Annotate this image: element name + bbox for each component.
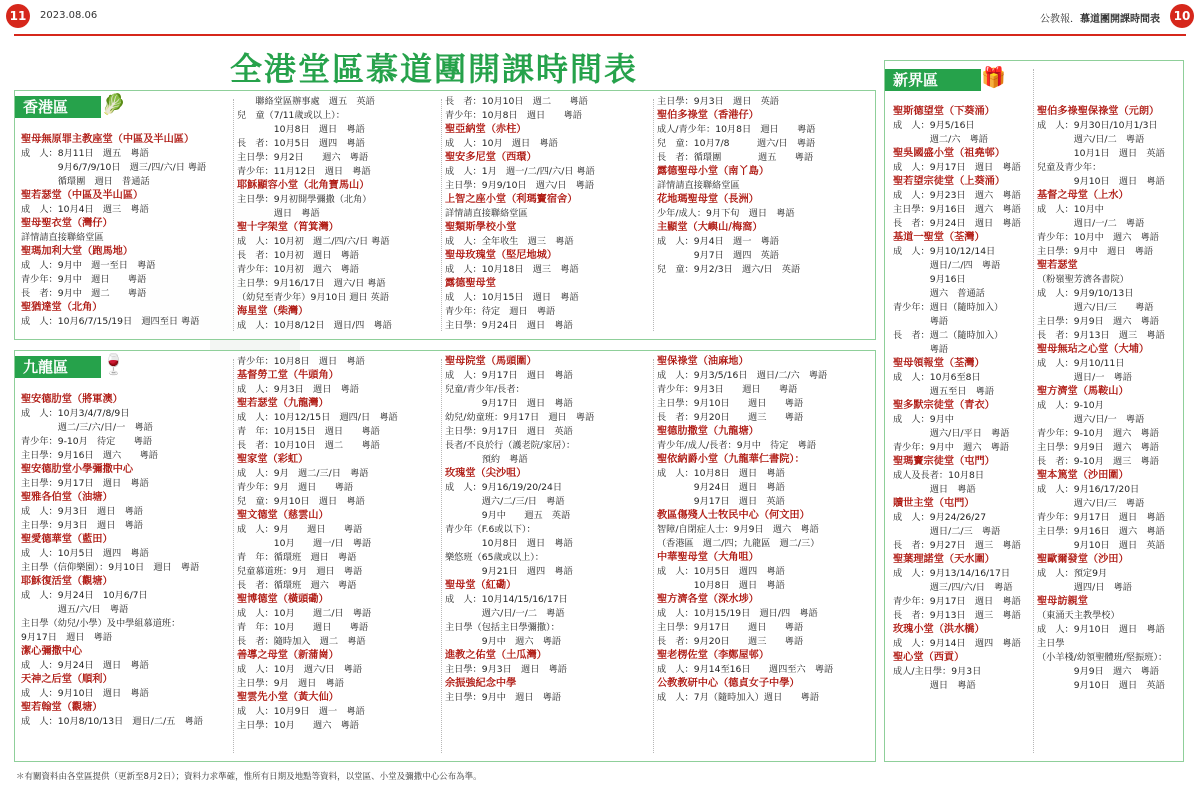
schedule-column (21, 119, 221, 329)
church-name: 基道一聖堂（荃灣） (893, 232, 985, 243)
schedule-line: 成 人：9月16/19/20/24日 (445, 482, 563, 493)
schedule-line: 長 者：10月10日 週二 粵語 (237, 440, 380, 451)
schedule-line (21, 379, 221, 393)
church-name: 聖雲先小堂（黃大仙） (237, 692, 339, 703)
schedule-line: 青少年：9月中 週六 粵語 (893, 442, 1010, 453)
schedule-line: 成 人：10月4日 週三 粵語 (21, 204, 149, 215)
schedule-line: 成 人：7月（隨時加入）週日 粵語 (657, 692, 820, 703)
schedule-line: 成 人：9月13/14/16/17日 (893, 568, 1011, 579)
schedule-line (21, 119, 221, 133)
schedule-line: 成 人：預定9月 (1037, 568, 1108, 579)
church-name: 聖博德堂（橫頭磡） (237, 594, 329, 605)
publication-name: 公教報． (1040, 14, 1080, 25)
schedule-line: 週日/二/四 粵語 (893, 260, 1001, 271)
schedule-line: 週二/六 粵語 (893, 134, 988, 145)
schedule-line: 週六/日/平日 粵語 (893, 428, 1010, 439)
page-number-right: 10 (1170, 4, 1194, 28)
schedule-line: 青少年：週日（隨時加入） (893, 302, 1004, 313)
schedule-line: 青少年：11月12日 週日 粵語 (237, 166, 371, 177)
schedule-line: 青少年：9-10月 週六 粵語 (1037, 428, 1159, 439)
church-name: 玫瑰堂（尖沙咀） (445, 468, 527, 479)
schedule-line: 智障/自閉症人士：9月9日 週六 粵語 (657, 524, 819, 535)
church-name: 聖方濟各堂（深水埗） (657, 594, 759, 605)
schedule-line: 青 年：10月 週日 粵語 (237, 622, 369, 633)
schedule-line: 兒童/青少年/長者： (445, 384, 525, 395)
schedule-column (1037, 105, 1179, 693)
church-name: 聖若瑟堂（九龍灣） (237, 398, 329, 409)
column-divider (441, 359, 442, 753)
schedule-line: 週日/一 粵語 (1037, 372, 1132, 383)
schedule-line: 循環團 週日 普通話 (21, 176, 150, 187)
column-divider (653, 99, 654, 331)
church-name: 露德聖母堂 (445, 278, 496, 289)
schedule-line: 成 人：9月10日 週日 粵語 (21, 688, 149, 699)
schedule-line: 主日學：9月16日 週六 粵語 (893, 204, 1021, 215)
schedule-line: 9月17日 週日 英語 (657, 496, 785, 507)
gift-icon: 🎁 (981, 65, 1006, 89)
schedule-line: 成 人：9月10/12/14日 (893, 246, 996, 257)
church-name: 聖斯德望堂（下葵涌） (893, 106, 995, 117)
schedule-line: 9月10日 週日 粵語 (1037, 176, 1165, 187)
schedule-line: 幼兒/幼童班：9月17日 週日 粵語 (445, 412, 595, 423)
schedule-line: 主日學：9月17日 週日 粵語 (657, 622, 804, 633)
schedule-line: 成 人：10月15日 週日 粵語 (445, 292, 579, 303)
schedule-line: 成 人：10月18日 週三 粵語 (445, 264, 579, 275)
schedule-line: 主日學：9月3日 週日 粵語 (445, 664, 567, 675)
schedule-line: 長 者：隨時加入 週二 粵語 (237, 636, 366, 647)
schedule-line: 成 人：9月 週二/三/日 粵語 (237, 468, 369, 479)
schedule-line: 長 者：週二（隨時加入） (893, 330, 1004, 341)
church-name: 聖葉理諾堂（天水圍） (893, 554, 995, 565)
schedule-line: （東涌天主教學校） (1037, 610, 1120, 621)
schedule-line: 少年/成人：9月下旬 週日 粵語 (657, 208, 795, 219)
church-name: 基督之母堂（上水） (1037, 190, 1129, 201)
church-name: 聖母聖衣堂（灣仔） (21, 218, 113, 229)
schedule-line: 長 者：9月27日 週三 粵語 (893, 540, 1021, 551)
church-name: 玫瑰小堂（洪水橋） (893, 624, 985, 635)
church-name: 聖若瑟堂（中區及半山區） (21, 190, 144, 201)
region-header-hk (15, 92, 126, 118)
schedule-line: 成 人：9月16/17/20日 (1037, 484, 1140, 495)
church-name: 聖歐爾發堂（沙田） (1037, 554, 1129, 565)
region-kowloon (14, 350, 876, 762)
church-name: 聖安多尼堂（西環） (445, 152, 537, 163)
schedule-line: 主日學：9月9日 週六 粵語 (1037, 316, 1159, 327)
column-divider (233, 99, 234, 331)
schedule-column (657, 355, 871, 705)
schedule-line: （幼兒至青少年）9月10日 週日 英語 (237, 292, 390, 303)
schedule-line: 長 者：9-10月 週三 粵語 (1037, 456, 1159, 467)
schedule-line: 成 人：10月6至8日 (893, 372, 981, 383)
region-title: 香港區 (23, 98, 69, 116)
schedule-line: 週日/二/三 粵語 (893, 526, 1001, 537)
schedule-line: 成 人：9月3/5/16日 週日/二/六 粵語 (657, 370, 828, 381)
schedule-line: 主日學：9月2日 週六 粵語 (237, 152, 369, 163)
schedule-line: 成 人：9月17日 週日 粵語 (445, 370, 573, 381)
schedule-line: 青少年：10月初 週六 粵語 (237, 264, 359, 275)
schedule-line: 成 人：10月5日 週四 粵語 (657, 566, 785, 577)
schedule-line: 10月1日 週日 英語 (1037, 148, 1165, 159)
schedule-line: 週五至日 粵語 (893, 386, 995, 397)
footnote: ＊有關資料由各堂區提供（更新至8月2日）；資料力求準確，惟所有日期及地點等資料，以堂區、小堂及彌撒中心公布為準。 (16, 772, 482, 782)
church-name: 上智之座小堂（利瑪竇宿舍） (445, 194, 578, 205)
church-name: 聖愛德華堂（藍田） (21, 534, 113, 545)
schedule-line: 成 人：10月 週日 粵語 (445, 138, 558, 149)
schedule-line: 週四/日 粵語 (1037, 582, 1132, 593)
column-divider (1033, 69, 1034, 753)
schedule-line: 週六/日/二 粵語 (1037, 134, 1145, 145)
schedule-line: 10月8日 週日 粵語 (657, 580, 785, 591)
church-name: 耶穌顯容小堂（北角寶馬山） (237, 180, 370, 191)
schedule-line: 成 人：9月24日 10月6/7日 (21, 590, 148, 601)
church-name: 聖保祿堂（油麻地） (657, 356, 749, 367)
church-name: 花地瑪聖母堂（長洲） (657, 194, 759, 205)
schedule-line: 成 人：9月14日 週四 粵語 (893, 638, 1021, 649)
schedule-line: 成 人：9月9/10/13日 (1037, 288, 1134, 299)
region-new-territories (884, 60, 1184, 762)
schedule-line: 成 人：9月4日 週一 粵語 (657, 236, 779, 247)
church-name: 聖心堂（西貢） (893, 652, 965, 663)
schedule-line: 成 人：9月 週日 粵語 (237, 524, 363, 535)
church-name: 聖若翰堂（觀塘） (21, 702, 103, 713)
schedule-line: 成 人：10月12/15日 週四/日 粵語 (237, 412, 398, 423)
schedule-line: 主日學：9月初開學彌撒（北角） (237, 194, 372, 205)
schedule-line: 長 者：9月13日 週三 粵語 (893, 610, 1021, 621)
schedule-line: 青少年：9月 週日 粵語 (237, 482, 354, 493)
church-name: 善導之母堂（新蒲崗） (237, 650, 339, 661)
schedule-line: 青 年：10月15日 週日 粵語 (237, 426, 380, 437)
region-hong-kong (14, 90, 876, 340)
schedule-line: 青 年：循環班 週日 粵語 (237, 552, 357, 563)
schedule-line: 主日學：9月17日 週日 粵語 (21, 478, 149, 489)
schedule-line: 長 者：9月中 週二 粵語 (21, 288, 147, 299)
church-name: 聖若望宗徒堂（上葵涌） (893, 176, 1006, 187)
schedule-line: 成 人：10月中 (1037, 204, 1104, 215)
schedule-line: 主日學：9月3日 週日 粵語 (21, 520, 143, 531)
schedule-line: 青少年：9月3日 週日 粵語 (657, 384, 798, 395)
page-title: 全港堂區慕道團開課時間表 (230, 50, 639, 88)
schedule-line: 成 人：9月5/16日 (893, 120, 975, 131)
schedule-line: 主日學（信仰樂園）：9月10日 週日 粵語 (21, 562, 200, 573)
schedule-line: 成 人：9月14至16日 週四至六 粵語 (657, 664, 834, 675)
schedule-line: 長 者：9月24日 週日 粵語 (893, 218, 1021, 229)
schedule-line: 週日/一/二 粵語 (1037, 218, 1145, 229)
schedule-line: 青少年/成人/長者：9月中 待定 粵語 (657, 440, 817, 451)
schedule-line: 10月8日 週日 粵語 (237, 124, 365, 135)
church-name: 聖老楞佐堂（李鄭屋邨） (657, 650, 770, 661)
schedule-line: 成 人：10月 週二/日 粵語 (237, 608, 372, 619)
schedule-line: 成人/主日學：9月3日 (893, 666, 982, 677)
schedule-line: 9月6/7/9/10日 週三/四/六/日 粵語 (21, 162, 207, 173)
church-name: 聖雅各伯堂（油塘） (21, 492, 113, 503)
schedule-line: 9月9日 週六 粵語 (1037, 666, 1159, 677)
schedule-line: 成 人：9月10日 週日 粵語 (1037, 624, 1165, 635)
church-name: 聖家堂（彩虹） (237, 454, 309, 465)
schedule-line: 成 人：8月11日 週五 粵語 (21, 148, 149, 159)
schedule-line: 青少年：10月8日 週日 粵語 (445, 110, 582, 121)
church-name: 中華聖母堂（大角咀） (657, 552, 759, 563)
church-name: 海星堂（柴灣） (237, 306, 309, 317)
schedule-line: 主日學：9月16日 週六 粵語 (1037, 526, 1165, 537)
region-header-nt (885, 65, 1006, 91)
church-name: 余振強紀念中學 (445, 678, 517, 689)
schedule-line: 成 人：10月5日 週四 粵語 (21, 548, 149, 559)
schedule-line: 週二/三/六/日/一 粵語 (21, 422, 153, 433)
schedule-column (445, 355, 651, 705)
church-name: 聖母領報堂（荃灣） (893, 358, 985, 369)
schedule-line: 粵語 (893, 344, 949, 355)
schedule-line: 週六/日/一/二 粵語 (445, 608, 565, 619)
schedule-line: 成 人：9月24/26/27 (893, 512, 987, 523)
schedule-line: 主日學：9月17日 週日 英語 (445, 426, 573, 437)
church-name: 聖本篤堂（沙田圍） (1037, 470, 1129, 481)
church-name: 聖母堂（紅磡） (445, 580, 517, 591)
schedule-line: 預約 粵語 (445, 454, 528, 465)
schedule-line: 主日學：9月 週日 粵語 (237, 678, 344, 689)
church-name: 天神之后堂（順利） (21, 674, 113, 685)
schedule-line: 主日學：9月中 週日 粵語 (445, 692, 562, 703)
schedule-line: 長 者：9月20日 週三 粵語 (657, 412, 804, 423)
schedule-line: 成人及長者：10月8日 (893, 470, 985, 481)
schedule-line: 9月中 週五 英語 (445, 510, 571, 521)
church-name: 贖世主堂（屯門） (893, 498, 975, 509)
schedule-line: 青少年（F.6或以下）： (445, 524, 536, 535)
section-name: 慕道團開課時間表 (1080, 14, 1160, 25)
region-title: 九龍區 (23, 358, 69, 376)
schedule-line: 成 人：10月6/7/15/19日 週四至日 粵語 (21, 316, 200, 327)
schedule-line: 主日學：9月24日 週日 粵語 (445, 320, 573, 331)
schedule-line: 長 者：10月初 週日 粵語 (237, 250, 359, 261)
church-name: 聖多默宗徒堂（青衣） (893, 400, 995, 411)
header-divider (14, 34, 1186, 36)
schedule-line: 聯絡堂區辦事處 週五 英語 (237, 96, 375, 107)
church-name: 聖伯多祿堂（香港仔） (657, 110, 759, 121)
schedule-line: 週六/日/三 粵語 (1037, 498, 1145, 509)
church-name: 聖安德肋堂小學彌撒中心 (21, 464, 134, 475)
church-name: 聖猶達堂（北角） (21, 302, 103, 313)
schedule-line: 青少年：10月中 週六 粵語 (1037, 232, 1159, 243)
schedule-line: 成 人：10月8/12日 週日/四 粵語 (237, 320, 392, 331)
schedule-line: 9月21日 週四 粵語 (445, 566, 573, 577)
schedule-line: 成 人：9月23日 週六 粵語 (893, 190, 1021, 201)
schedule-column (237, 95, 443, 333)
schedule-column (657, 95, 871, 277)
schedule-line: 長 者：10月10日 週二 粵語 (445, 96, 588, 107)
schedule-line: 週六/日/一 粵語 (1037, 414, 1145, 425)
church-name: 潔心彌撒中心 (21, 646, 83, 657)
schedule-line: 兒 童：9月10日 週日 粵語 (237, 496, 365, 507)
schedule-line: 主日學：9月10日 週日 粵語 (657, 398, 804, 409)
church-name: 耶穌復活堂（觀塘） (21, 576, 113, 587)
schedule-line: 青少年：9月中 週日 粵語 (21, 274, 147, 285)
schedule-line: 樂悠班（65歲或以上）： (445, 552, 544, 563)
schedule-line: 成 人：9月中 週一至日 粵語 (21, 260, 156, 271)
schedule-line: 成 人：10月初 週二/四/六/日 粵語 (237, 236, 390, 247)
schedule-column (445, 95, 651, 333)
schedule-line: （小羊棧/幼領聖體班/堅振班）： (1037, 652, 1168, 663)
schedule-line: 成 人：9月3日 週日 粵語 (237, 384, 359, 395)
schedule-line: 9月10日 週日 英語 (1037, 540, 1165, 551)
schedule-line: 成 人：10月 週六/日 粵語 (237, 664, 363, 675)
schedule-line: 主日學：9月16日 週六 粵語 (21, 450, 158, 461)
schedule-line: 兒 童：9月2/3日 週六/日 英語 (657, 264, 801, 275)
church-name: 聖瑪竇宗徒堂（屯門） (893, 456, 995, 467)
schedule-line: 長 者：10月5日 週四 粵語 (237, 138, 365, 149)
church-name: 聖吳國盛小堂（祖堯邨） (893, 148, 1006, 159)
column-divider (233, 359, 234, 753)
church-name: 聖若瑟堂 (1037, 260, 1078, 271)
schedule-line: 成 人：9月中 (893, 414, 954, 425)
schedule-line: 成人/青少年：10月8日 週日 粵語 (657, 124, 816, 135)
church-name: 主顯堂（大嶼山/梅窩） (657, 222, 763, 233)
schedule-line: 成 人：9-10月 (1037, 400, 1104, 411)
schedule-line: 主日學：9月9/10日 週六/日 粵語 (445, 180, 595, 191)
schedule-line: 10月8日 週日 粵語 (445, 538, 573, 549)
church-name: 聖亞納堂（赤柱） (445, 124, 527, 135)
schedule-line: 週六 普通話 (893, 288, 985, 299)
schedule-line: 9月中 週六 粵語 (445, 636, 562, 647)
schedule-line: 週三/四/六/日 粵語 (893, 582, 1013, 593)
schedule-column (237, 355, 443, 733)
schedule-line: 長者/不良於行（護老院/家居）： (445, 440, 576, 451)
schedule-line: 主日學：10月 週六 粵語 (237, 720, 359, 731)
schedule-line: 主日學：9月16/17日 週六/日 粵語 (237, 278, 386, 289)
schedule-line: 成 人：10月15/19日 週日/四 粵語 (657, 608, 818, 619)
schedule-line: 粵語 (893, 316, 949, 327)
issue-date: 2023.08.06 (40, 10, 98, 21)
church-name: 聖安德肋堂（將軍澳） (21, 394, 123, 405)
church-name: 聖文德堂（慈雲山） (237, 510, 329, 521)
schedule-line: 青少年：待定 週日 粵語 (445, 306, 556, 317)
schedule-line: 9月17日 週日 粵語 (21, 632, 113, 643)
schedule-line: （香港區 週二/四；九龍區 週二/三） (657, 538, 820, 549)
schedule-line: 9月16日 (893, 274, 966, 285)
schedule-line: 9月17日 週日 粵語 (445, 398, 573, 409)
church-name: 聖十字架堂（筲箕灣） (237, 222, 339, 233)
church-name: 聖依納爵小堂（九龍華仁書院）： (657, 454, 805, 465)
church-name: 進教之佑堂（土瓜灣） (445, 650, 547, 661)
schedule-column (21, 379, 221, 729)
church-name: 聖伯多祿聖保祿堂（元朗） (1037, 106, 1160, 117)
schedule-line: 週日 粵語 (893, 680, 976, 691)
church-name: 聖類斯學校小堂 (445, 222, 517, 233)
schedule-line: 成 人：9月3日 週日 粵語 (21, 506, 143, 517)
schedule-line: 成 人：10月9日 週一 粵語 (237, 706, 365, 717)
schedule-line: 主日學（幼兒/小學）及中學組慕道班： (21, 618, 181, 629)
page-number-left: 11 (6, 4, 30, 28)
schedule-line: 兒 童（7/11歲或以上）： (237, 110, 345, 121)
schedule-line: 成 人：9月17日 週日 粵語 (893, 162, 1021, 173)
church-name: 公教教研中心（德貞女子中學） (657, 678, 800, 689)
church-name: 基督勞工堂（牛頭角） (237, 370, 339, 381)
schedule-line: 詳情請直接聯絡堂區 (21, 232, 104, 243)
column-divider (653, 359, 654, 753)
region-header-kl (15, 352, 126, 378)
church-name: 教區傷殘人士牧民中心（何文田） (657, 510, 810, 521)
schedule-line: 兒童及青少年： (1037, 162, 1102, 173)
schedule-line: 青少年：10月8日 週日 粵語 (237, 356, 365, 367)
church-name: 露德聖母小堂（南丫島） (657, 166, 770, 177)
schedule-line: 青少年：9月17日 週日 粵語 (893, 596, 1021, 607)
schedule-line: 兒 童：10月7/8 週六/日 粵語 (657, 138, 816, 149)
schedule-line: 成 人：9月24日 週日 粵語 (21, 660, 149, 671)
schedule-line: 週日 粵語 (893, 484, 976, 495)
church-name: 聖母玫瑰堂（堅尼地城） (445, 250, 558, 261)
church-name: 聖母訪親堂 (1037, 596, 1088, 607)
schedule-line: 成 人：10月8日 週日 粵語 (657, 468, 785, 479)
schedule-line: 成 人：全年收生 週三 粵語 (445, 236, 574, 247)
schedule-line: 週五/六/日 粵語 (21, 604, 129, 615)
schedule-line: 詳情請直接聯絡堂區 (657, 180, 740, 191)
church-name: 聖母無原罪主教座堂（中區及半山區） (21, 134, 195, 145)
schedule-line: 主日學 (1037, 638, 1065, 649)
schedule-line: 長 者：9月20日 週三 粵語 (657, 636, 804, 647)
schedule-line: 週日 粵語 (237, 208, 320, 219)
schedule-line: 主日學：9月中 週日 粵語 (1037, 246, 1154, 257)
church-name: 聖瑪加利大堂（跑馬地） (21, 246, 134, 257)
schedule-line: 週六/二/三/日 粵語 (445, 496, 565, 507)
church-name: 聖母無玷之心堂（大埔） (1037, 344, 1150, 355)
schedule-line: 主日學：9月3日 週日 英語 (657, 96, 779, 107)
church-name: 聖方濟堂（馬鞍山） (1037, 386, 1129, 397)
schedule-line: 成 人：10月14/15/16/17日 (445, 594, 568, 605)
column-divider (441, 99, 442, 331)
schedule-line: 青少年：9月17日 週日 粵語 (1037, 512, 1165, 523)
schedule-line: 成 人：10月8/10/13日 週日/二/五 粵語 (21, 716, 203, 727)
schedule-line: 主日學：9月9日 週六 粵語 (1037, 442, 1159, 453)
schedule-line: 青少年：9-10月 待定 粵語 (21, 436, 153, 447)
church-name: 聖母院堂（馬頭圍） (445, 356, 537, 367)
schedule-line: 成 人：1月 週一/二/四/六/日 粵語 (445, 166, 595, 177)
schedule-line: 成 人：9月30日/10月1/3日 (1037, 120, 1158, 131)
schedule-line: 詳情請直接聯絡堂區 (445, 208, 528, 219)
schedule-line: 長 者：循環班 週六 粵語 (237, 580, 357, 591)
schedule-line: 9月7日 週四 英語 (657, 250, 779, 261)
schedule-line: 成 人：10月3/4/7/8/9日 (21, 408, 130, 419)
schedule-line: 兒童慕道班：9月 週日 粵語 (237, 566, 363, 577)
schedule-line: （粉嶺聖芳濟各書院） (1037, 274, 1129, 285)
schedule-line: 週六/日/三 粵語 (1037, 302, 1154, 313)
schedule-line: 長 者：循環團 週五 粵語 (657, 152, 814, 163)
schedule-line: 9月10日 週日 英語 (1037, 680, 1165, 691)
cabbage-icon: 🥬 (101, 92, 126, 116)
schedule-line: 10月 週一/日 粵語 (237, 538, 372, 549)
region-title: 新界區 (893, 71, 939, 89)
church-name: 聖德肋撒堂（九龍塘） (657, 426, 759, 437)
schedule-line: 長 者：9月13日 週三 粵語 (1037, 330, 1165, 341)
schedule-column (893, 105, 1033, 693)
schedule-line: 主日學（包括主日學彌撒）： (445, 622, 560, 633)
schedule-line: 9月24日 週日 粵語 (657, 482, 785, 493)
section-title (1040, 10, 1160, 25)
chalice-icon: 🍷 (101, 352, 126, 376)
schedule-line: 成 人：9月10/11日 (1037, 358, 1125, 369)
